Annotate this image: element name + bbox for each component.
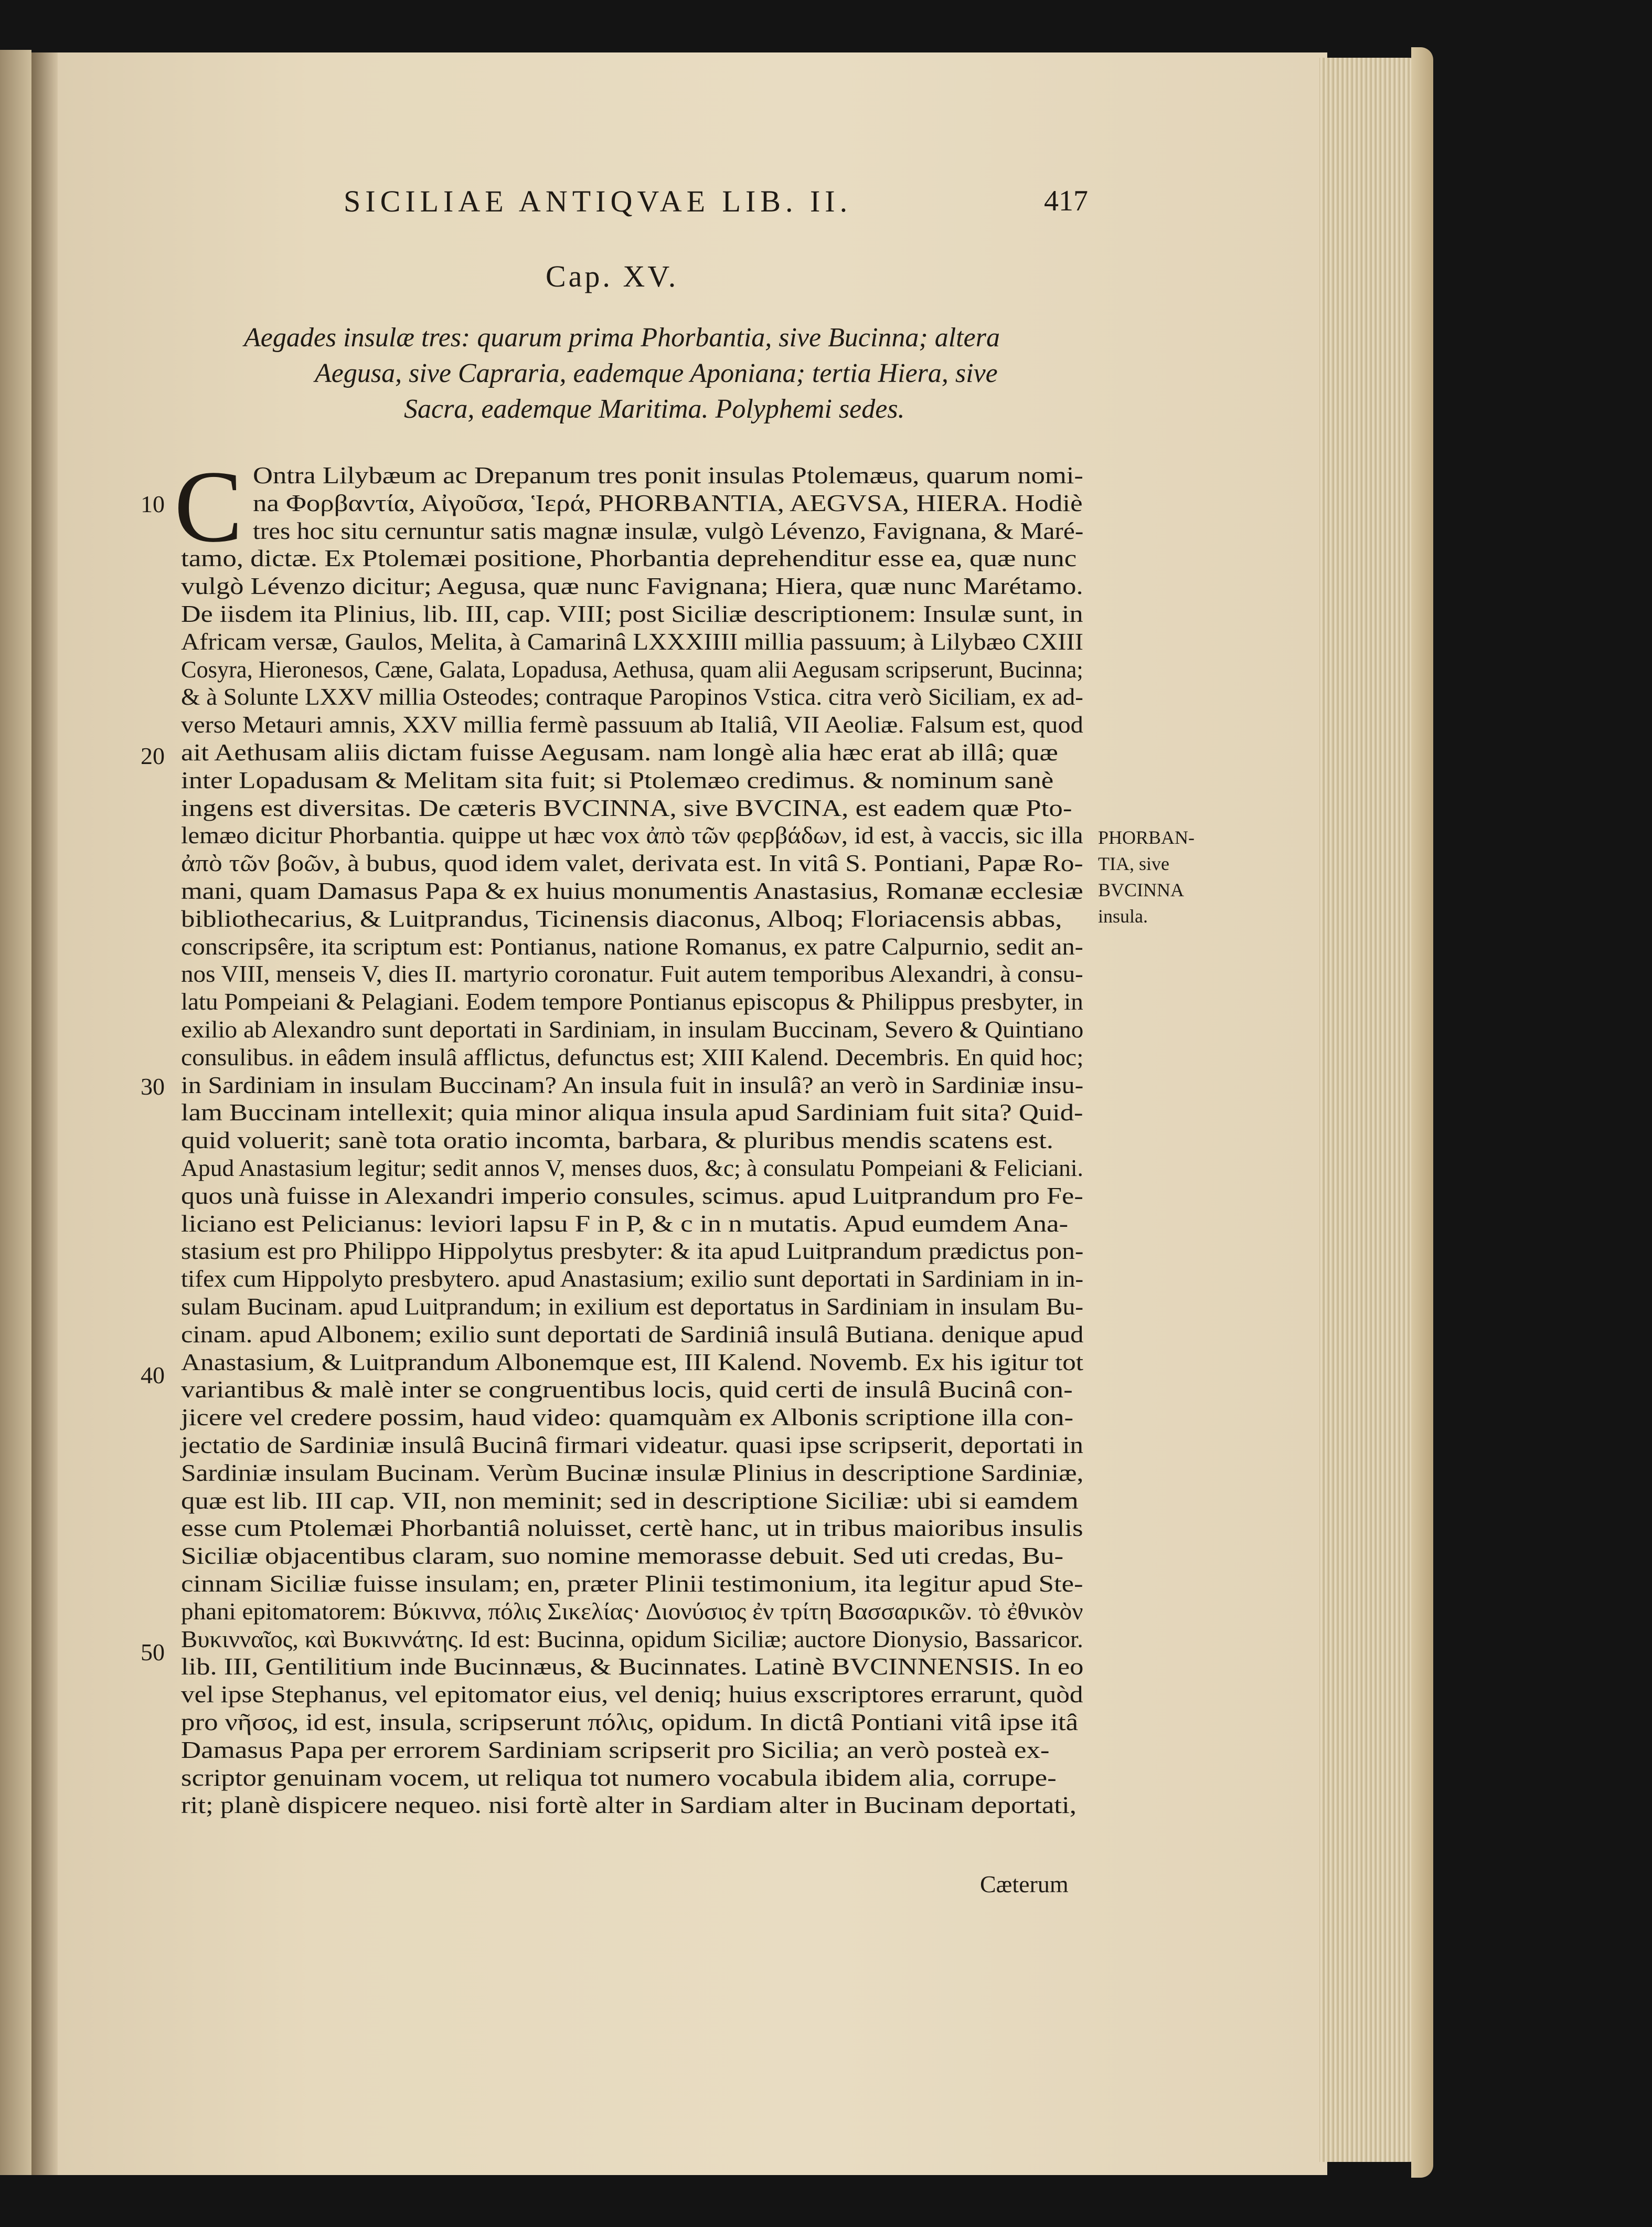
- previous-page-edge: [0, 50, 31, 2175]
- text-line: sulam Bucinam. apud Luitprandum; in exilium est deportatus in Sardiniam in insulam Bu-: [181, 1293, 1084, 1320]
- text-line: scriptor genuinam vocem, ut reliqua tot numero vocabula ibidem alia, corrupe-: [181, 1764, 1057, 1791]
- text-line: tres hoc situ cernuntur satis magnæ insulæ, vulgò Lévenzo, Favignana, & Maré-: [253, 517, 1084, 544]
- chapter-summary-line: Aegades insulæ tres: quarum prima Phorbantia, sive Bucinna; altera: [244, 323, 1000, 353]
- text-line: pro νῆσος, id est, insula, scripserunt πόλις, opidum. In dictâ Pontiani vitâ ipse itâ: [181, 1709, 1079, 1735]
- text-line: exilio ab Alexandro sunt deportati in Sardiniam, in insulam Buccinam, Severo & Quintiano: [181, 1016, 1084, 1043]
- text-line: lib. III, Gentilitium inde Bucinnæus, & Bucinnates. Latinè BVCINNENSIS. In eo: [181, 1653, 1084, 1680]
- text-line: Damasus Papa per errorem Sardiniam scripserit pro Sicilia; an verò posteà ex-: [181, 1736, 1050, 1763]
- catchword: Cæterum: [980, 1871, 1069, 1897]
- text-line: De iisdem ita Plinius, lib. III, cap. VIII; post Siciliæ descriptionem: Insulæ sunt, in: [181, 600, 1083, 627]
- text-line: liciano est Pelicianus: leviori lapsu F in P, & c in n mutatis. Apud eumdem Ana-: [181, 1210, 1069, 1237]
- text-line: Apud Anastasium legitur; sedit annos V, menses duos, &c; à consulatu Pompeiani & Feliciani.: [181, 1154, 1083, 1181]
- text-line: in Sardiniam in insulam Buccinam? An insula fuit in insulâ? an verò in Sardiniæ insu-: [181, 1072, 1084, 1098]
- text-line: jectatio de Sardiniæ insulâ Bucinâ firmari videatur. quasi ipse scripserit, deportati in: [181, 1431, 1083, 1458]
- text-line: & à Solunte LXXV millia Osteodes; contraque Paropinos Vstica. citra verò Siciliam, ex ad-: [181, 683, 1083, 710]
- marginal-note: BVCINNA: [1098, 879, 1185, 900]
- page-block-edges: [1319, 58, 1424, 2162]
- marginal-note: TIA, sive: [1098, 853, 1169, 874]
- marginal-note: PHORBAN-: [1098, 827, 1195, 848]
- line-number: 20: [141, 743, 165, 769]
- text-line: quos unà fuisse in Alexandri imperio consules, scimus. apud Luitprandum pro Fe-: [181, 1182, 1083, 1209]
- text-line: na Φορβαντία, Αἰγοῦσα, Ἱερά, PHORBANTIA, AEGVSA, HIERA. Hodiè: [253, 490, 1083, 516]
- line-number: 30: [141, 1073, 165, 1100]
- text-line: tifex cum Hippolyto presbytero. apud Anastasium; exilio sunt deportati in Sardiniam in in-: [181, 1265, 1084, 1292]
- chapter-summary-line: Aegusa, sive Capraria, eademque Aponiana; tertia Hiera, sive: [315, 358, 998, 388]
- text-line: Anastasium, & Luitprandum Albonemque est, III Kalend. Novemb. Ex his igitur tot: [181, 1349, 1084, 1375]
- text-line: lam Buccinam intellexit; quia minor aliqua insula apud Sardiniam fuit sita? Quid-: [181, 1099, 1083, 1126]
- line-number: 50: [141, 1639, 165, 1666]
- text-line: verso Metauri amnis, XXV millia fermè passuum ab Italiâ, VII Aeoliæ. Falsum est, quod: [181, 711, 1083, 738]
- text-line: quæ est lib. III cap. VII, non meminit; sed in descriptione Siciliæ: ubi si eamdem: [181, 1487, 1079, 1514]
- text-line: Sardiniæ insulam Bucinam. Verùm Bucinæ insulæ Plinius in descriptione Sardiniæ,: [181, 1459, 1084, 1486]
- line-number: 10: [141, 491, 165, 517]
- text-line: inter Lopadusam & Melitam sita fuit; si Ptolemæo credimus. & nominum sanè: [181, 767, 1054, 793]
- text-line: mani, quam Damasus Papa & ex huius monumentis Anastasius, Romanæ ecclesiæ: [181, 877, 1083, 904]
- text-line: variantibus & malè inter se congruentibus locis, quid certi de insulâ Bucinâ con-: [181, 1376, 1073, 1403]
- text-line: Ontra Lilybæum ac Drepanum tres ponit insulas Ptolemæus, quarum nomi-: [253, 462, 1083, 489]
- book-cover-edge: [1411, 47, 1433, 2178]
- text-line: tamo, dictæ. Ex Ptolemæi positione, Phorbantia deprehenditur esse ea, quæ nunc: [181, 545, 1077, 571]
- text-line: lemæo dicitur Phorbantia. quippe ut hæc vox ἀπὸ τῶν φερβάδων, id est, à vaccis, sic illa: [181, 822, 1083, 849]
- text-line: jicere vel credere possim, haud video: quamquàm ex Albonis scriptione illa con-: [181, 1404, 1074, 1430]
- text-line: bibliothecarius, & Luitprandus, Ticinensis diaconus, Alboq; Floriacensis abbas,: [181, 905, 1062, 932]
- marginal-note: insula.: [1098, 906, 1148, 927]
- text-line: latu Pompeiani & Pelagiani. Eodem tempore Pontianus episcopus & Philippus presbyter, in: [181, 988, 1083, 1015]
- text-line: ait Aethusam aliis dictam fuisse Aegusam. nam longè alia hæc erat ab illâ; quæ: [181, 739, 1058, 766]
- text-line: nos VIII, menseis V, dies II. martyrio coronatur. Fuit autem temporibus Alexandri, à consu-: [181, 960, 1083, 987]
- text-line: Africam versæ, Gaulos, Melita, à Camarinâ LXXXIIII millia passuum; à Lilybæo CXIII: [181, 628, 1083, 655]
- text-line: rit; planè dispicere nequeo. nisi fortè alter in Sardiam alter in Bucinam deportati,: [181, 1791, 1077, 1818]
- text-line: stasium est pro Philippo Hippolytus presbyter: & ita apud Luitprandum prædictus pon-: [181, 1237, 1084, 1264]
- text-line: esse cum Ptolemæi Phorbantiâ noluisset, certè hanc, ut in tribus maioribus insulis: [181, 1514, 1083, 1541]
- text-line: Cosyra, Hieronesos, Cæne, Galata, Lopadusa, Aethusa, quam alii Aegusam scripserunt, Bucinna;: [181, 656, 1083, 683]
- text-line: conscripsêre, ita scriptum est: Pontianus, natione Romanus, ex patre Calpurnio, sedit an-: [181, 933, 1083, 960]
- text-line: ἀπὸ τῶν βοῶν, à bubus, quod idem valet, derivata est. In vitâ S. Pontiani, Papæ Ro-: [181, 850, 1083, 876]
- chapter-summary-line: Sacra, eademque Maritima. Polyphemi sedes.: [404, 394, 905, 424]
- text-line: vulgò Lévenzo dicitur; Aegusa, quæ nunc Favignana; Hiera, quæ nunc Marétamo.: [181, 572, 1083, 599]
- text-line: phani epitomatorem: Βύκιννα, πόλις Σικελίας· Διονύσιος ἐν τρίτη Βασσαρικῶν. τὸ ἐθνικὸν: [181, 1598, 1083, 1625]
- text-line: Βυκινναῖος, καὶ Βυκιννάτης. Id est: Bucinna, opidum Siciliæ; auctore Dionysio, Bassaricor.: [181, 1626, 1083, 1652]
- chapter-heading: Cap. XV.: [546, 259, 679, 293]
- drop-cap: C: [174, 450, 243, 564]
- text-line: Siciliæ objacentibus claram, suo nomine memorasse debuit. Sed uti credas, Bu-: [181, 1542, 1064, 1569]
- text-line: quid voluerit; sanè tota oratio incomta, barbara, & pluribus mendis scatens est.: [181, 1127, 1054, 1153]
- line-number: 40: [141, 1362, 165, 1388]
- text-line: cinnam Siciliæ fuisse insulam; en, præter Plinii testimonium, ita legitur apud Ste-: [181, 1570, 1083, 1597]
- text-line: consulibus. in eâdem insulâ afflictus, defunctus est; XIII Kalend. Decembris. En quid hoc;: [181, 1044, 1084, 1070]
- folio-number: 417: [1044, 185, 1088, 217]
- text-line: vel ipse Stephanus, vel epitomator eius, vel deniq; huius exscriptores errarunt, quòd: [181, 1681, 1083, 1708]
- text-line: ingens est diversitas. De cæteris BVCINNA, sive BVCINA, est eadem quæ Pto-: [181, 794, 1072, 821]
- running-title: SICILIAE ANTIQVAE LIB. II.: [344, 184, 852, 218]
- text-line: cinam. apud Albonem; exilio sunt deportati de Sardiniâ insulâ Butiana. denique apud: [181, 1321, 1084, 1348]
